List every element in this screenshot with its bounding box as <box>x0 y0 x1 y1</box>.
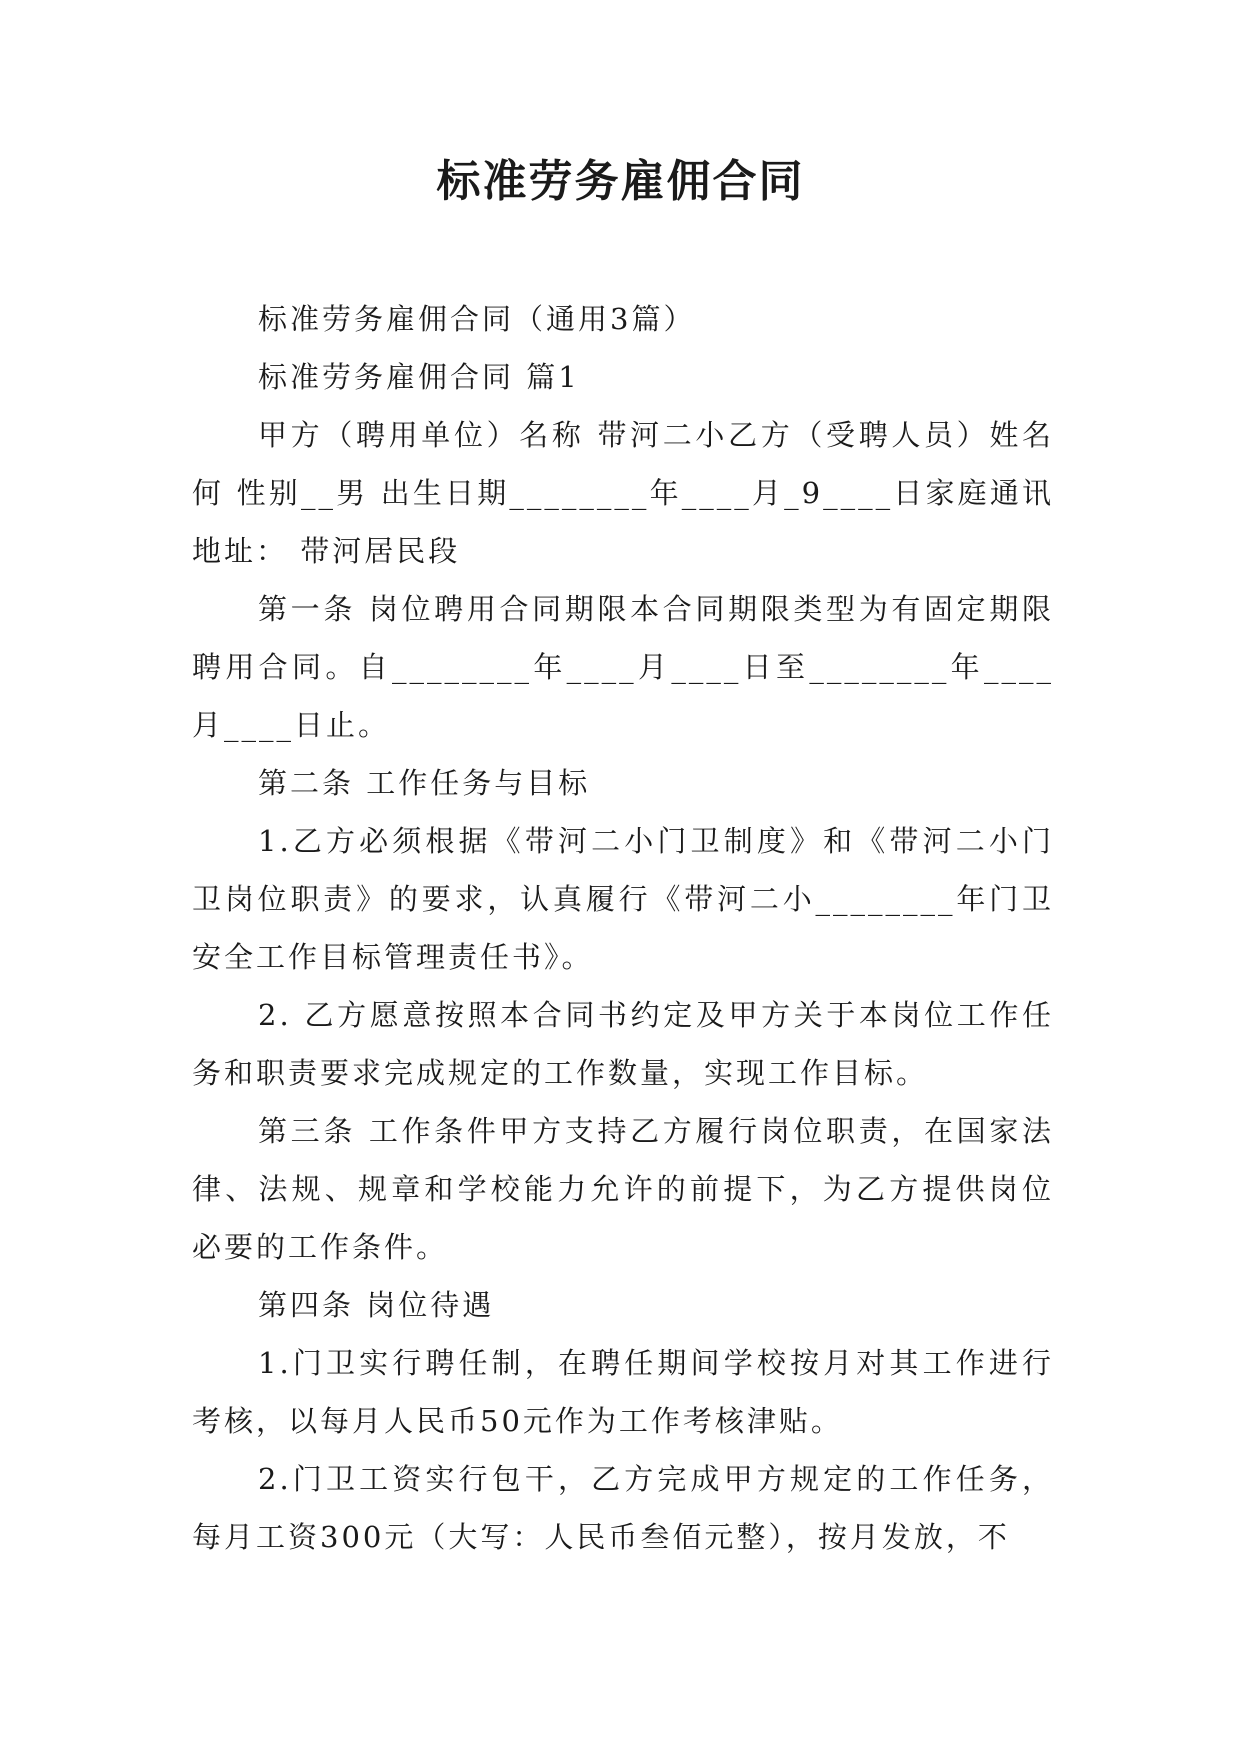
paragraph-article-3: 第三条 工作条件甲方支持乙方履行岗位职责，在国家法律、法规、规章和学校能力允许的前提下，为乙方提供岗位必要的工作条件。 <box>192 1114 1054 1264</box>
paragraph-article-2-item-1: 1.乙方必须根据《带河二小门卫制度》和《带河二小门卫岗位职责》的要求，认真履行《带河二小________年门卫安全工作目标管理责任书》。 <box>192 824 1054 974</box>
paragraph-article-2-heading: 第二条 工作任务与目标 <box>258 766 591 800</box>
document-body <box>192 290 1054 1566</box>
paragraph-section-heading: 标准劳务雇佣合同 篇1 <box>258 360 580 394</box>
paragraph-doc-heading: 标准劳务雇佣合同（通用3篇） <box>258 302 696 336</box>
paragraph-article-1: 第一条 岗位聘用合同期限本合同期限类型为有固定期限聘用合同。自________年____月____日至________年____月____日止。 <box>192 592 1054 742</box>
document-title: 标准劳务雇佣合同 <box>436 156 805 207</box>
paragraph-article-4-heading: 第四条 岗位待遇 <box>258 1288 495 1322</box>
paragraph-article-4-item-1: 1.门卫实行聘任制，在聘任期间学校按月对其工作进行考核，以每月人民币50元作为工作考核津贴。 <box>192 1346 1054 1438</box>
paragraph-article-2-item-2: 2. 乙方愿意按照本合同书约定及甲方关于本岗位工作任务和职责要求完成规定的工作数量，实现工作目标。 <box>192 998 1054 1090</box>
paragraph-parties: 甲方（聘用单位）名称 带河二小乙方（受聘人员）姓名 何 性别__男 出生日期________年____月_9____日家庭通讯地址： 带河居民段 <box>192 418 1054 568</box>
paragraph-article-4-item-2: 2.门卫工资实行包干，乙方完成甲方规定的工作任务，每月工资300元（大写：人民币叁佰元整），按月发放，不 <box>192 1462 1054 1554</box>
